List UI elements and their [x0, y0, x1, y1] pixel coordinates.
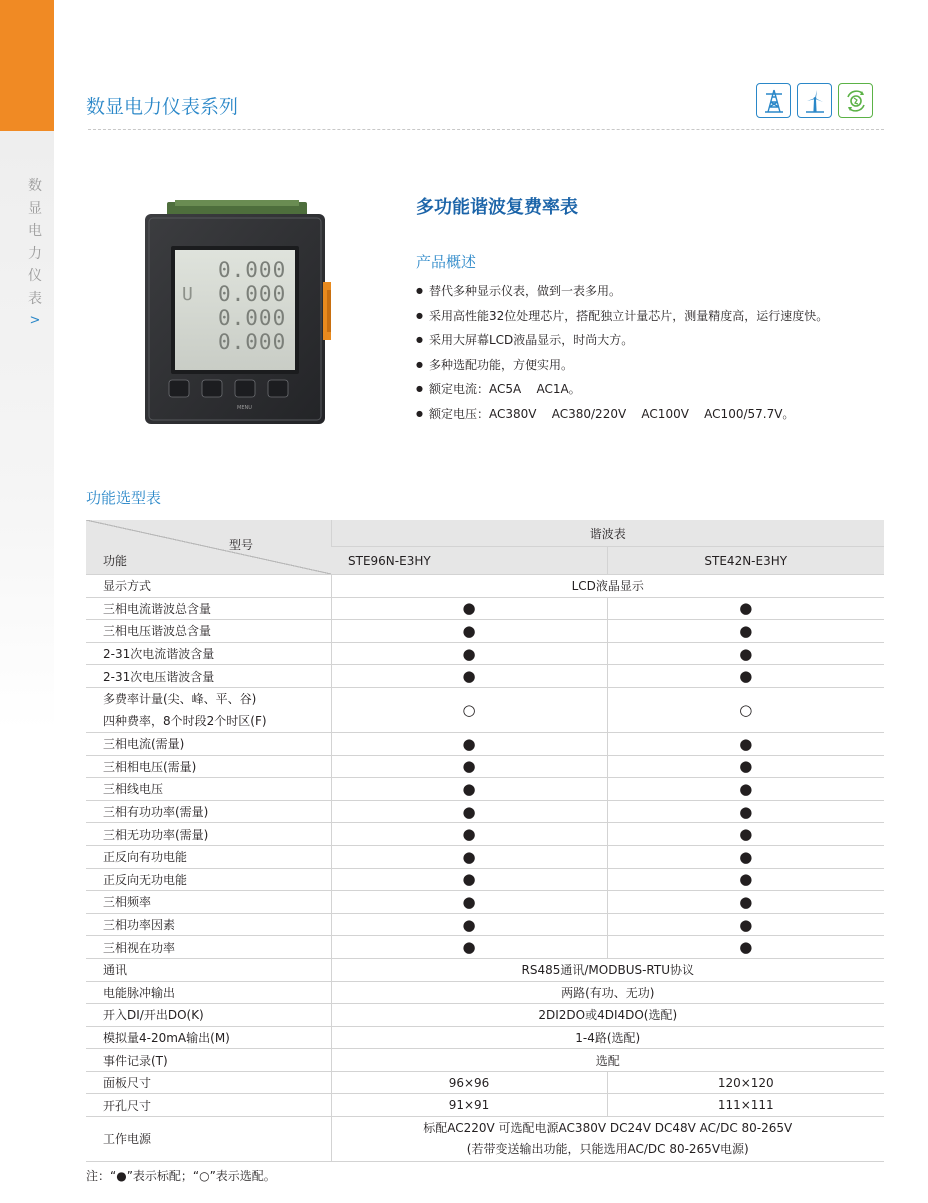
function-name: 开孔尺寸 [103, 1098, 152, 1113]
header-divider [88, 129, 884, 130]
side-char: 数 [28, 178, 42, 194]
feature-item: ● 采用大屏幕LCD液晶显示，时尚大方。 [416, 329, 828, 354]
side-char: 表 [28, 290, 42, 307]
table-header-row [86, 520, 884, 547]
standard-dot-icon: ● [462, 779, 476, 798]
function-selection-table [86, 520, 884, 1162]
table-row [86, 642, 884, 665]
feature-item: ● 替代多种显示仪表，做到一表多用。 [416, 280, 828, 305]
table-row [86, 936, 884, 959]
function-name-cell [86, 1094, 331, 1117]
lcd-phase-label: U [182, 284, 193, 305]
function-name: 正反向有功电能 [103, 850, 188, 865]
function-name-cell [86, 845, 331, 868]
standard-dot-icon: ● [739, 599, 753, 618]
function-name: 三相功率因素 [103, 918, 176, 933]
standard-dot-icon: ● [462, 938, 476, 957]
merged-value-cell [331, 1049, 884, 1072]
function-name-cell [86, 1026, 331, 1049]
value-cell-a [331, 936, 607, 959]
function-name: 三相电流(需量) [103, 737, 185, 752]
function-name-cell [86, 575, 331, 598]
value-cell-a [331, 913, 607, 936]
value-cell-a [331, 687, 607, 732]
function-name: 通讯 [103, 963, 128, 978]
header-icon-group [756, 83, 873, 118]
function-name: 工作电源 [103, 1131, 152, 1146]
function-name: 模拟量4-20mA输出(M) [103, 1030, 230, 1045]
function-name: 多费率计量(尖、峰、平、谷) [103, 691, 257, 706]
merged-value: 标配AC220V 可选配电源AC380V DC24V DC48V AC/DC 80-265V [423, 1121, 793, 1136]
meter-menu-label: MENU [237, 405, 252, 411]
standard-dot-icon: ● [739, 870, 753, 889]
value-cell-a [331, 620, 607, 643]
table-row [86, 845, 884, 868]
function-name-cell [86, 620, 331, 643]
function-name: 开入DI/开出DO(K) [103, 1008, 204, 1023]
function-name: 三相线电压 [103, 782, 164, 797]
table-row [86, 1026, 884, 1049]
function-name-cell [86, 981, 331, 1004]
function-name-cell [86, 642, 331, 665]
table-row [86, 958, 884, 981]
side-char: 电 [28, 223, 42, 239]
merged-value-line2: (若带变送输出功能，只能选用AC/DC 80-265V电源) [466, 1142, 749, 1157]
standard-dot-icon: ● [739, 644, 753, 663]
merged-value: 两路(有功、无功) [561, 985, 655, 1000]
value-cell-b [607, 755, 884, 778]
power-tower-icon [756, 83, 791, 118]
feature-list [416, 280, 828, 427]
table-row [86, 823, 884, 846]
merged-value-cell [331, 958, 884, 981]
value-cell-b [607, 778, 884, 801]
table-row [86, 1117, 884, 1162]
table-row [86, 620, 884, 643]
function-name: 电能脉冲输出 [103, 985, 176, 1000]
function-name: 面板尺寸 [103, 1076, 152, 1091]
side-accent-bar [0, 0, 54, 131]
value-cell-a [331, 778, 607, 801]
function-name-cell [86, 687, 331, 732]
table-row [86, 1094, 884, 1117]
table-row [86, 597, 884, 620]
merged-value-cell [331, 575, 884, 598]
table-row [86, 732, 884, 755]
cell-value: 120×120 [717, 1075, 774, 1090]
function-name-cell [86, 1071, 331, 1094]
side-char: 显 [28, 200, 42, 217]
table-row [86, 1004, 884, 1027]
function-name-cell [86, 958, 331, 981]
function-name-cell [86, 1117, 331, 1162]
standard-dot-icon: ● [462, 825, 476, 844]
value-cell-a [331, 845, 607, 868]
standard-dot-icon: ● [739, 757, 753, 776]
table-row [86, 575, 884, 598]
table-row [86, 868, 884, 891]
function-name: 三相电流谐波总含量 [103, 601, 212, 616]
function-name-cell [86, 936, 331, 959]
legend-note: 注：“●”表示标配；“○”表示选配。 [86, 1169, 276, 1183]
standard-dot-icon: ● [462, 915, 476, 934]
standard-dot-icon: ● [739, 892, 753, 911]
table-row [86, 800, 884, 823]
function-name: 三相无功功率(需量) [103, 827, 209, 842]
standard-dot-icon: ● [739, 802, 753, 821]
model-header-label: 型号 [229, 538, 254, 552]
value-cell-b [607, 1071, 884, 1094]
diagonal-header-cell [86, 520, 331, 575]
function-name: 三相电压谐波总含量 [103, 624, 212, 639]
value-cell-b [607, 868, 884, 891]
side-category-label [26, 175, 44, 333]
standard-dot-icon: ● [462, 757, 476, 776]
table-row [86, 687, 884, 732]
function-name-cell [86, 868, 331, 891]
overview-title: 产品概述 [416, 253, 477, 271]
function-name: 2-31次电流谐波含量 [103, 647, 215, 662]
standard-dot-icon: ● [462, 599, 476, 618]
lcd-row-4: 0.000 [218, 330, 287, 354]
wind-turbine-icon [797, 83, 832, 118]
value-cell-b [607, 845, 884, 868]
harmonic-group-header: 谐波表 [331, 520, 884, 547]
standard-dot-icon: ● [462, 621, 476, 640]
feature-item: ● 采用高性能32位处理芯片，搭配独立计量芯片，测量精度高，运行速度快。 [416, 305, 828, 330]
cell-value: 96×96 [448, 1075, 490, 1090]
table-row [86, 891, 884, 914]
standard-dot-icon: ● [739, 779, 753, 798]
function-name-cell [86, 597, 331, 620]
model-header-b: STE42N-E3HY [607, 547, 884, 575]
value-cell-a [331, 597, 607, 620]
value-cell-b [607, 732, 884, 755]
function-name: 事件记录(T) [103, 1053, 168, 1068]
function-name-cell [86, 755, 331, 778]
function-name-cell [86, 665, 331, 688]
function-name-cell [86, 778, 331, 801]
feature-item: ● 多种选配功能，方便实用。 [416, 354, 828, 379]
function-name: 三相频率 [103, 895, 152, 910]
model-header-a: STE96N-E3HY [331, 547, 607, 575]
value-cell-a [331, 755, 607, 778]
table-row [86, 1049, 884, 1072]
value-cell-a [331, 823, 607, 846]
standard-dot-icon: ● [739, 847, 753, 866]
value-cell-a [331, 1071, 607, 1094]
cell-value: 111×111 [717, 1098, 774, 1113]
optional-ring-icon: ○ [739, 700, 753, 719]
value-cell-a [331, 732, 607, 755]
standard-dot-icon: ● [462, 667, 476, 686]
table-row [86, 981, 884, 1004]
value-cell-a [331, 1094, 607, 1117]
recycle-globe-icon [838, 83, 873, 118]
lcd-row-3: 0.000 [218, 306, 287, 330]
table-row [86, 665, 884, 688]
table-row [86, 913, 884, 936]
standard-dot-icon: ● [462, 734, 476, 753]
standard-dot-icon: ● [462, 892, 476, 911]
value-cell-a [331, 642, 607, 665]
value-cell-b [607, 1094, 884, 1117]
merged-value-cell [331, 1004, 884, 1027]
value-cell-a [331, 868, 607, 891]
selection-table-title: 功能选型表 [86, 489, 162, 507]
lcd-row-2: 0.000 [218, 282, 287, 306]
function-name-cell [86, 1049, 331, 1072]
function-name: 三相有功功率(需量) [103, 805, 209, 820]
side-arrow-icon: > [29, 313, 41, 328]
function-name-cell [86, 823, 331, 846]
lcd-row-1: 0.000 [218, 258, 287, 282]
value-cell-b [607, 642, 884, 665]
product-title: 多功能谐波复费率表 [416, 197, 578, 218]
merged-value: 1-4路(选配) [575, 1030, 641, 1045]
table-row [86, 778, 884, 801]
value-cell-a [331, 665, 607, 688]
standard-dot-icon: ● [739, 667, 753, 686]
value-cell-b [607, 687, 884, 732]
function-name-line2: 四种费率，8个时段2个时区(F) [103, 713, 267, 728]
optional-ring-icon: ○ [462, 700, 476, 719]
value-cell-b [607, 620, 884, 643]
table-row [86, 755, 884, 778]
value-cell-b [607, 891, 884, 914]
standard-dot-icon: ● [739, 938, 753, 957]
function-name-cell [86, 800, 331, 823]
value-cell-b [607, 665, 884, 688]
function-name-cell [86, 1004, 331, 1027]
merged-value: RS485通讯/MODBUS-RTU协议 [521, 963, 694, 978]
standard-dot-icon: ● [739, 621, 753, 640]
standard-dot-icon: ● [739, 734, 753, 753]
table-row [86, 1071, 884, 1094]
merged-value-cell [331, 1026, 884, 1049]
function-header-label: 功能 [103, 554, 128, 568]
function-name-cell [86, 732, 331, 755]
merged-value: LCD液晶显示 [571, 579, 644, 594]
value-cell-a [331, 891, 607, 914]
function-name: 三相相电压(需量) [103, 759, 197, 774]
value-cell-b [607, 936, 884, 959]
feature-item: ● 额定电流：AC5A AC1A。 [416, 378, 828, 403]
value-cell-b [607, 597, 884, 620]
side-char: 仪 [28, 268, 42, 284]
standard-dot-icon: ● [462, 847, 476, 866]
merged-value: 2DI2DO或4DI4DO(选配) [538, 1008, 678, 1023]
standard-dot-icon: ● [462, 870, 476, 889]
feature-item: ● 额定电压：AC380V AC380/220V AC100V AC100/57.7V。 [416, 403, 828, 428]
function-name: 三相视在功率 [103, 940, 176, 955]
function-name: 2-31次电压谐波含量 [103, 669, 215, 684]
function-name-cell [86, 913, 331, 936]
standard-dot-icon: ● [739, 825, 753, 844]
side-char: 力 [28, 245, 42, 262]
standard-dot-icon: ● [462, 802, 476, 821]
value-cell-a [331, 800, 607, 823]
cell-value: 91×91 [448, 1098, 490, 1113]
value-cell-b [607, 800, 884, 823]
function-name-cell [86, 891, 331, 914]
merged-value-cell [331, 981, 884, 1004]
function-name: 正反向无功电能 [103, 872, 188, 887]
merged-value-cell [331, 1117, 884, 1162]
merged-value: 选配 [595, 1053, 620, 1068]
function-name: 显示方式 [103, 579, 152, 594]
product-meter-image [145, 200, 331, 426]
value-cell-b [607, 823, 884, 846]
series-title: 数显电力仪表系列 [86, 96, 239, 118]
value-cell-b [607, 913, 884, 936]
standard-dot-icon: ● [739, 915, 753, 934]
standard-dot-icon: ● [462, 644, 476, 663]
